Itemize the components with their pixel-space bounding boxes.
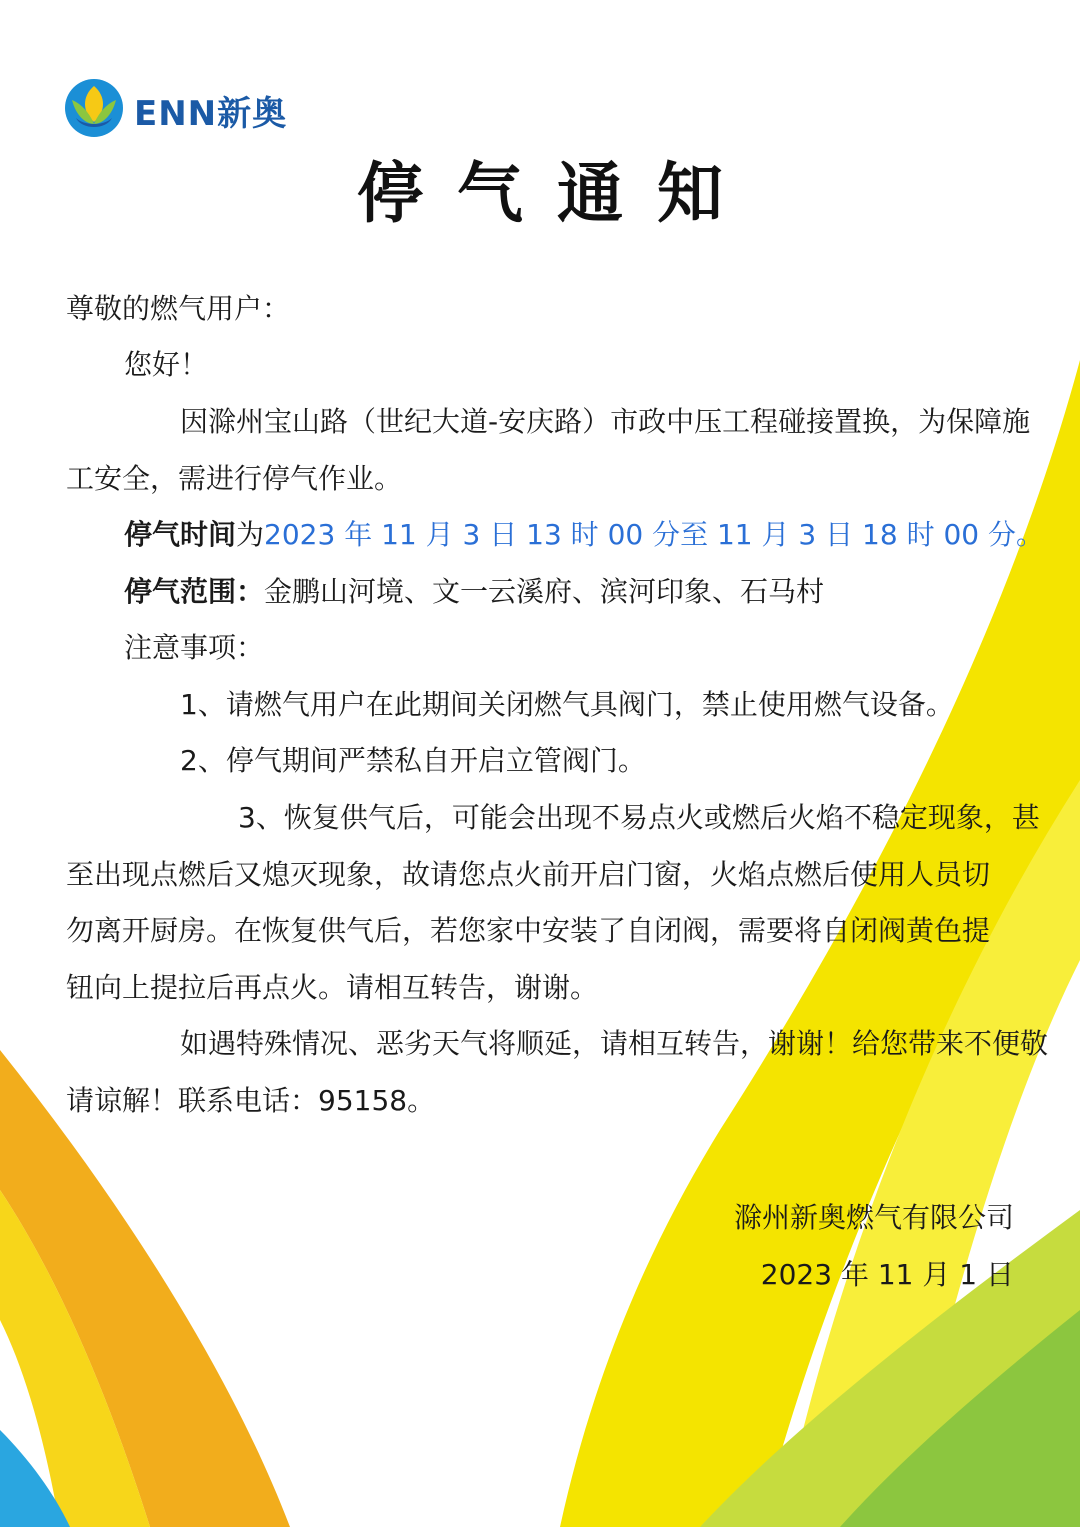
notes-heading: 注意事项： bbox=[124, 631, 265, 664]
note-3-line-4: 钮向上提拉后再点火。请相互转告，谢谢。 bbox=[66, 970, 599, 1004]
brand-name: ENN新奥 bbox=[134, 94, 288, 134]
note-2: 2、停气期间严禁私自开启立管阀门。 bbox=[180, 744, 646, 777]
note-3-line-3: 勿离开厨房。在恢复供气后，若您家中安装了自闭阀，需要将自闭阀黄色提 bbox=[66, 914, 991, 947]
reason-paragraph bbox=[66, 394, 1031, 507]
outage-range-label: 停气范围： bbox=[124, 575, 265, 608]
outage-time bbox=[124, 507, 1074, 564]
outage-range-value: 金鹏山河境、文一云溪府、滨河印象、石马村 bbox=[264, 575, 825, 608]
closing-line-2: 请谅解！联系电话：95158。 bbox=[66, 1083, 436, 1117]
greeting: 尊敬的燃气用户： bbox=[66, 292, 291, 325]
note-1: 1、请燃气用户在此期间关闭燃气具阀门，禁止使用燃气设备。 bbox=[180, 688, 954, 721]
reason-line-1: 因滁州宝山路（世纪大道-安庆路）市政中压工程碰接置换，为保障施 bbox=[180, 405, 1031, 438]
enn-flower-logo-icon bbox=[64, 78, 124, 138]
closing-paragraph bbox=[66, 1016, 1049, 1129]
signature-company: 滁州新奥燃气有限公司 bbox=[733, 1201, 1014, 1234]
outage-time-connector: 为 bbox=[236, 518, 265, 551]
company-logo bbox=[64, 78, 294, 138]
note-3-line-2: 至出现点燃后又熄灭现象，故请您点火前开启门窗，火焰点燃后使用人员切 bbox=[66, 857, 991, 891]
hello-line: 您好！ bbox=[124, 348, 209, 381]
outage-range bbox=[124, 564, 1074, 621]
page-title: 停气通知 bbox=[357, 155, 757, 232]
reason-line-2: 工安全，需进行停气作业。 bbox=[66, 461, 403, 495]
outage-time-label: 停气时间 bbox=[124, 518, 237, 551]
signature-date: 2023 年 11 月 1 日 bbox=[760, 1258, 1014, 1291]
note-3-line-1: 3、恢复供气后，可能会出现不易点火或燃后火焰不稳定现象，甚 bbox=[238, 801, 1040, 834]
closing-line-1: 如遇特殊情况、恶劣天气将顺延，请相互转告，谢谢！给您带来不便敬 bbox=[180, 1027, 1049, 1060]
outage-time-value: 2023 年 11 月 3 日 13 时 00 分至 11 月 3 日 18 时 00 分。 bbox=[264, 518, 1044, 551]
note-3 bbox=[66, 790, 1040, 1016]
